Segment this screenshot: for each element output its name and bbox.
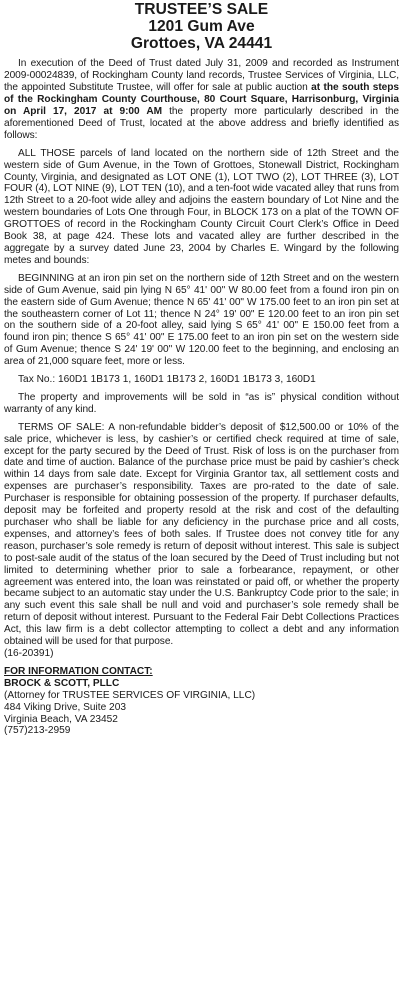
- metes-and-bounds-paragraph: BEGINNING at an iron pin set on the northern side of 12th Street and on the western side of Gum Avenue, said pin lying N 65° 41' 00" W 80.00 feet from a found iron pin on the eastern side of Gum Avenue; thence N 65' 41' 00" W 175.00 feet to an iron pin set at the southeastern corner of Lot 11; thence N 24° 19' 00" E 120.00 feet to an iron pin set on the southern side of a 20-foot alley, said lying S 65° 41' 00" E 150.00 feet from a found iron pin; thence S 65° 41' 00" E 175.00 feet to an iron pin set on the western side of Gum Avenue; thence S 24' 19' 00" W 120.00 feet to the beginning, and enclosing an area of 21,000 square feet, more or less.: [4, 272, 399, 368]
- intro-paragraph: [4, 58, 399, 141]
- terms-of-sale-paragraph: TERMS OF SALE: A non-refundable bidder’s deposit of $12,500.00 or 10% of the sale price, whichever is less, by cashier’s or certified check required at time of sale, except for the party secured by the Deed of Trust. Risk of loss is on the purchaser from date and time of auction. Balance of the purchase price must be paid by cashier’s check within 14 days from sale date. Except for Virginia Grantor tax, all settlement costs and expenses are purchaser’s responsibility. Taxes are pro-rated to the date of sale. Purchaser is responsible for obtaining possession of the property. If purchaser defaults, deposit may be forfeited and property resold at the risk and cost of the defaulting purchaser who shall be liable for any deficiency in the purchase price and all costs, expenses, and attorney’s fees of both sales. If Trustee does not convey title for any reason, purchaser’s sole remedy is return of deposit without interest. This sale is subject to post-sale audit of the status of the loan secured by the Deed of Trust including but not limited to determining whether prior to sale a forbearance, repayment, or other agreement was entered into, the loan was reinstated or paid off, or whether the property became subject to an automatic stay under the U.S. Bankruptcy Code prior to the sale; in any such event this sale shall be null and void and purchaser’s sole remedy shall be return of deposit without interest. Pursuant to the Federal Fair Debt Collections Practices Act, this law firm is a debt collector attempting to collect a debt and any information obtained will be used for that purpose.: [4, 421, 399, 648]
- contact-heading: FOR INFORMATION CONTACT:: [4, 665, 153, 677]
- firm-city: Virginia Beach, VA 23452: [4, 713, 118, 725]
- firm-phone: (757)213-2959: [4, 725, 71, 737]
- reference-number: (16-20391): [4, 647, 54, 659]
- intro-text-start: In execution of the Deed of Trust dated July 31, 2009 and recorded as Instrument 2009-00024839, of Rockingham County land records, Trustee Services of Virginia, LLC, the appointed Substitute Trustee, will offer for sale at public auction: [4, 58, 399, 94]
- notice-header: [4, 2, 399, 52]
- firm-role: (Attorney for TRUSTEE SERVICES OF VIRGINIA, LLC): [4, 689, 256, 701]
- intro-text-end: the property more particularly described in the aforementioned Deed of Trust, located at the above address and briefly identified as follows:: [4, 106, 399, 141]
- firm-street: 484 Viking Drive, Suite 203: [4, 701, 126, 713]
- law-firm-name: BROCK & SCOTT, PLLC: [4, 677, 120, 689]
- tax-numbers: Tax No.: 160D1 1B173 1, 160D1 1B173 2, 160D1 1B173 3, 160D1: [18, 374, 316, 386]
- property-city: Grottoes, VA 24441: [130, 34, 273, 52]
- property-address: 1201 Gum Ave: [148, 17, 255, 35]
- contact-block: [4, 666, 399, 737]
- auction-location-time: at the south steps of the Rockingham County Courthouse, 80 Court Square, Harrisonburg, Virginia on April 17, 2017 at 9:00 AM: [4, 82, 399, 118]
- as-is-paragraph: The property and improvements will be sold in “as is” physical condition without warranty of any kind.: [4, 391, 399, 415]
- notice-title: TRUSTEE’S SALE: [134, 1, 269, 18]
- legal-description-paragraph: ALL THOSE parcels of land located on the northern side of 12th Street and the western side of Gum Avenue, in the Town of Grottoes, Stonewall District, Rockingham County, Virginia, and designated as LOT ONE (1), LOT TWO (2), LOT THREE (3), LOT FOUR (4), LOT NINE (9), LOT TEN (10), and a ten-foot wide vacated alley that runs from 12th Street to a 20-foot wide alley and adjoins the eastern boundary of Lot Nine and the western boundaries of Lots One through Four, in BLOCK 173 on a plat of the TOWN OF GROTTOES of record in the Rockingham County Circuit Court Clerk’s Office in Deed Book 38, at page 424. These lots and vacated alley are further described in the aggregate by a survey dated June 23, 2004 by Charles E. Wingard by the following metes and bounds:: [4, 147, 399, 266]
